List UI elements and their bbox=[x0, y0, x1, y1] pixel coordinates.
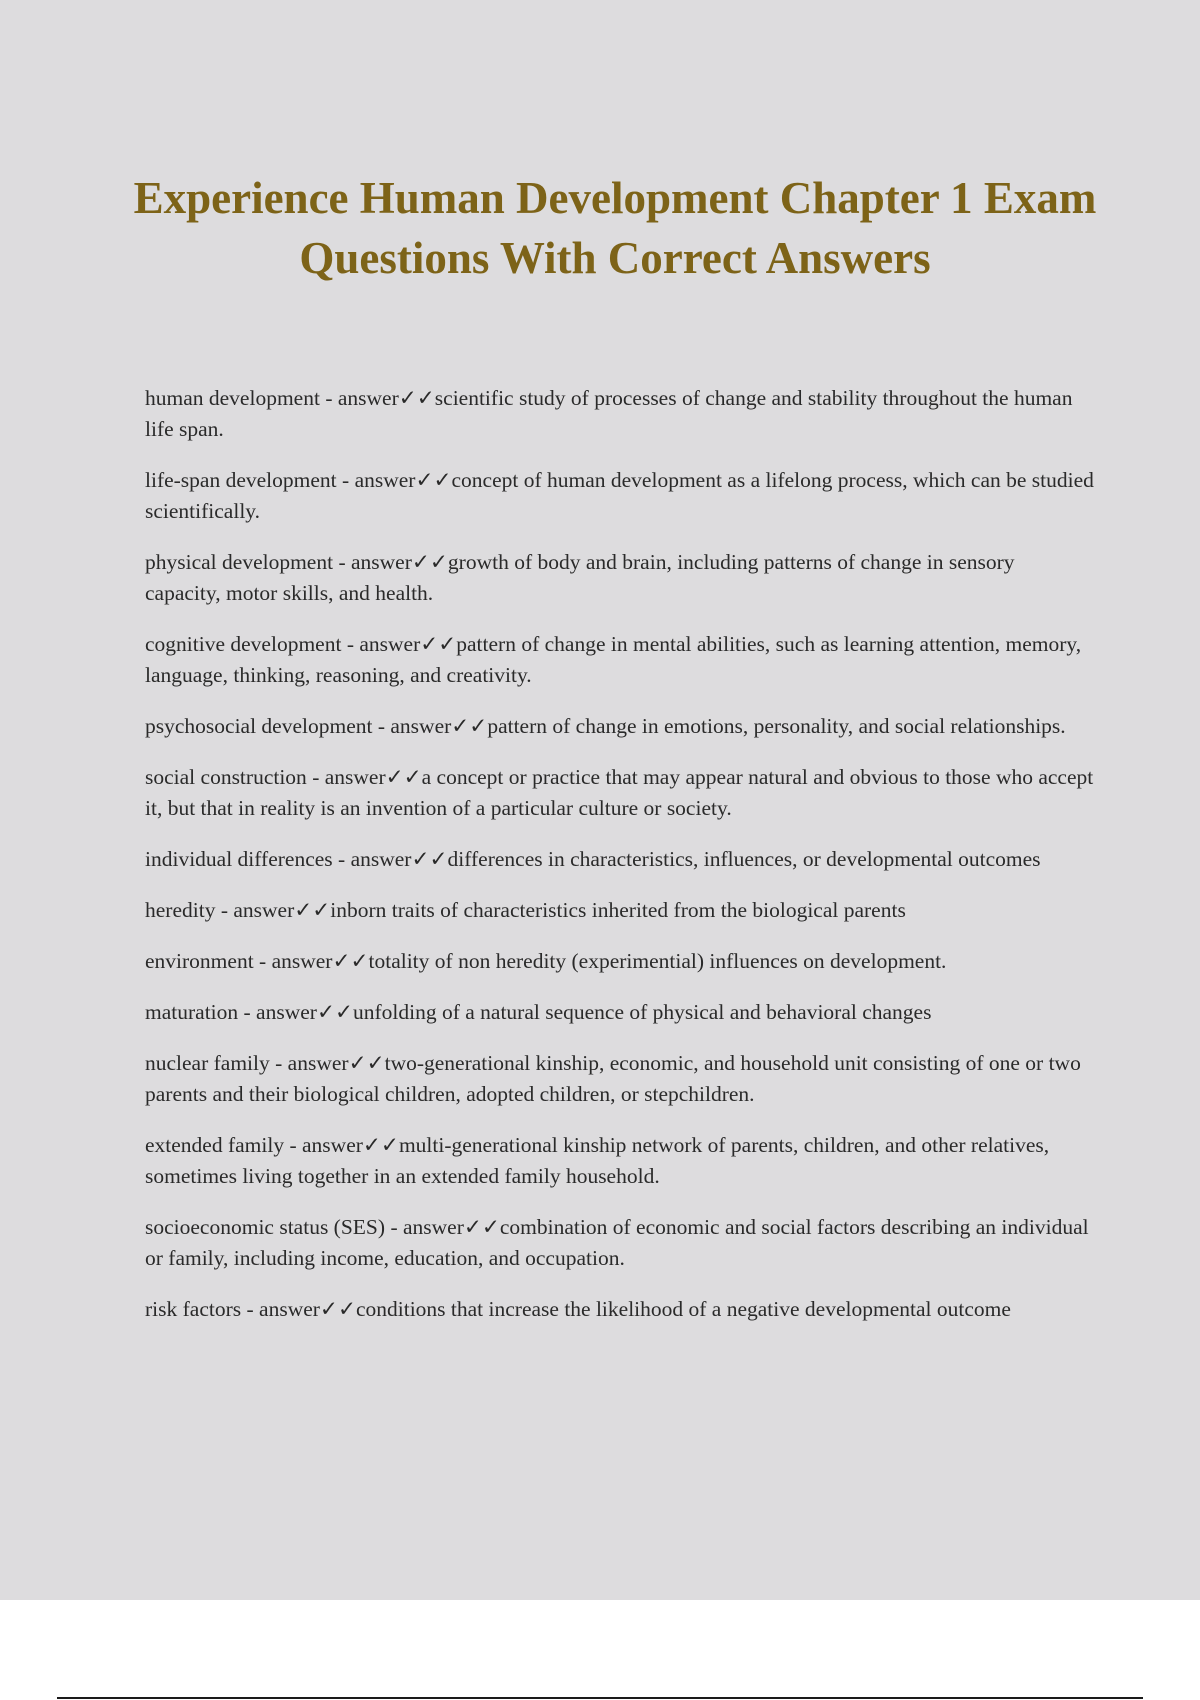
qa-entry bbox=[145, 946, 1095, 977]
entry-term: psychosocial development bbox=[145, 714, 373, 738]
entry-term: cognitive development bbox=[145, 632, 342, 656]
answer-marker: - answer✓✓ bbox=[372, 714, 488, 738]
qa-entry bbox=[145, 1294, 1095, 1325]
answer-marker: - answer✓✓ bbox=[336, 468, 452, 492]
entry-definition: scientific study of processes of change and stability throughout the human life span. bbox=[145, 386, 1073, 441]
entry-term: physical development bbox=[145, 550, 334, 574]
qa-entry bbox=[145, 762, 1095, 824]
qa-entry bbox=[145, 1048, 1095, 1110]
entry-term: maturation bbox=[145, 1000, 239, 1024]
entry-definition: combination of economic and social factors describing an individual or family, including income, education, and occupation. bbox=[145, 1215, 1089, 1270]
qa-entry bbox=[145, 1212, 1095, 1274]
answer-marker: - answer✓✓ bbox=[253, 949, 369, 973]
entry-term: heredity bbox=[145, 898, 216, 922]
answer-marker: - answer✓✓ bbox=[341, 632, 457, 656]
entry-definition: two-generational kinship, economic, and household unit consisting of one or two parents and their biological children, adopted children, or stepchildren. bbox=[145, 1051, 1081, 1106]
entry-term: extended family bbox=[145, 1133, 285, 1157]
entry-definition: inborn traits of characteristics inherited from the biological parents bbox=[330, 898, 906, 922]
answer-marker: - answer✓✓ bbox=[319, 386, 435, 410]
entry-definition: conditions that increase the likelihood of a negative developmental outcome bbox=[355, 1297, 1011, 1321]
answer-marker: - answer✓✓ bbox=[385, 1215, 500, 1239]
entry-definition: growth of body and brain, including patterns of change in sensory capacity, motor skills, and health. bbox=[145, 550, 1015, 605]
entry-term: environment bbox=[145, 949, 254, 973]
answer-marker: - answer✓✓ bbox=[332, 847, 448, 871]
entry-term: socioeconomic status (SES) bbox=[145, 1215, 386, 1239]
entry-term: human development bbox=[145, 386, 320, 410]
qa-list bbox=[145, 383, 1095, 1345]
entry-definition: totality of non heredity (experimential) influences on development. bbox=[368, 949, 947, 973]
entry-definition: concept of human development as a lifelong process, which can be studied scientifically. bbox=[145, 468, 1094, 523]
entry-definition: pattern of change in mental abilities, such as learning attention, memory, language, thinking, reasoning, and creativity. bbox=[145, 632, 1082, 687]
qa-entry bbox=[145, 383, 1095, 445]
qa-entry bbox=[145, 997, 1095, 1028]
answer-marker: - answer✓✓ bbox=[238, 1000, 353, 1024]
entry-term: risk factors bbox=[145, 1297, 242, 1321]
entry-term: social construction bbox=[145, 765, 307, 789]
answer-marker: - answer✓✓ bbox=[215, 898, 331, 922]
entry-definition: pattern of change in emotions, personality, and social relationships. bbox=[487, 714, 1066, 738]
qa-entry bbox=[145, 895, 1095, 926]
answer-marker: - answer✓✓ bbox=[284, 1133, 399, 1157]
qa-entry bbox=[145, 1130, 1095, 1192]
qa-entry bbox=[145, 844, 1095, 875]
qa-entry bbox=[145, 629, 1095, 691]
answer-marker: - answer✓✓ bbox=[333, 550, 448, 574]
entry-definition: multi-generational kinship network of parents, children, and other relatives, sometimes living together in an extended family household. bbox=[145, 1133, 1050, 1188]
entry-term: life-span development bbox=[145, 468, 337, 492]
entry-definition: a concept or practice that may appear natural and obvious to those who accept it, but that in reality is an invention of a particular culture or society. bbox=[145, 765, 1094, 820]
entry-term: individual differences bbox=[145, 847, 333, 871]
answer-marker: - answer✓✓ bbox=[241, 1297, 356, 1321]
entry-term: nuclear family bbox=[145, 1051, 270, 1075]
qa-entry bbox=[145, 547, 1095, 609]
answer-marker: - answer✓✓ bbox=[269, 1051, 385, 1075]
page-divider bbox=[57, 1697, 1143, 1699]
qa-entry bbox=[145, 711, 1095, 742]
entry-definition: unfolding of a natural sequence of physical and behavioral changes bbox=[352, 1000, 932, 1024]
entry-definition: differences in characteristics, influences, or developmental outcomes bbox=[447, 847, 1041, 871]
answer-marker: - answer✓✓ bbox=[306, 765, 422, 789]
qa-entry bbox=[145, 465, 1095, 527]
document-title: Experience Human Development Chapter 1 Exam Questions With Correct Answers bbox=[133, 173, 1097, 283]
